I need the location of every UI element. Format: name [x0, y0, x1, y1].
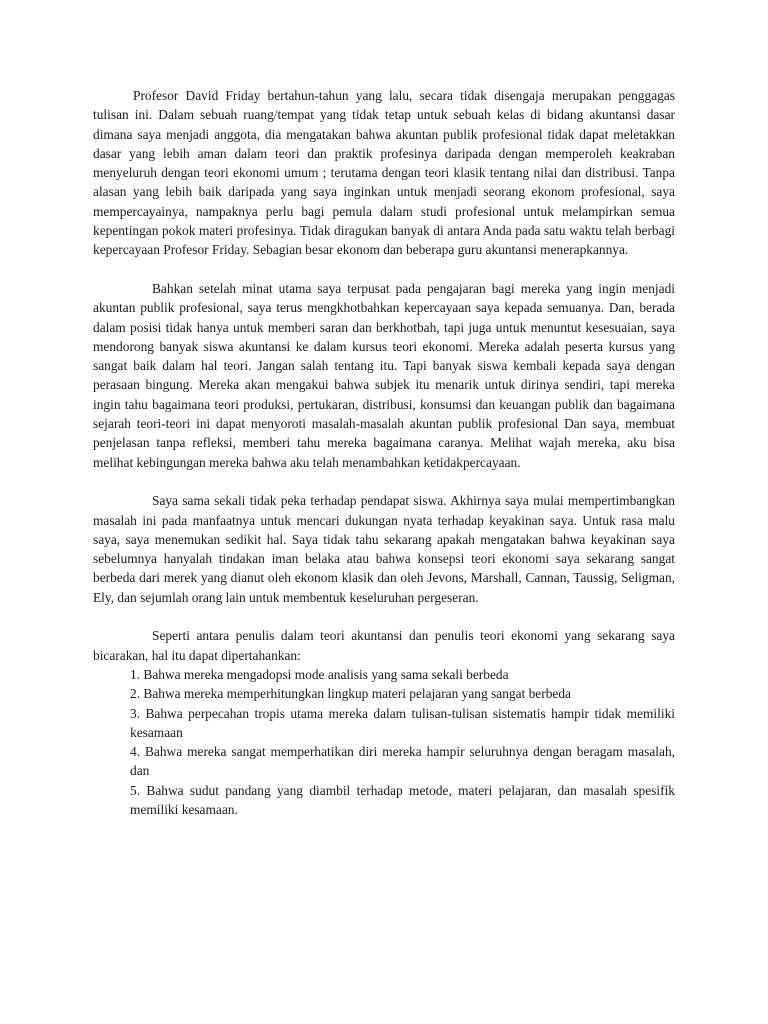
paragraph-spacer: [93, 260, 675, 279]
list-item-4: 4. Bahwa mereka sangat memperhatikan diri mereka hampir seluruhnya dengan beragam masalah, dan: [130, 744, 675, 779]
paragraph-4: Seperti antara penulis dalam teori akuntansi dan penulis teori ekonomi yang sekarang saya bicarakan, hal itu dapat dipertahankan:: [93, 628, 675, 663]
list-item-3: 3. Bahwa perpecahan tropis utama mereka dalam tulisan-tulisan sistematis hampir tidak memiliki kesamaan: [130, 705, 675, 740]
paragraph-spacer: [93, 472, 675, 491]
list-item-1: 1. Bahwa mereka mengadopsi mode analisis yang sama sekali berbeda: [130, 666, 509, 682]
paragraph-2: Bahkan setelah minat utama saya terpusat pada pengajaran bagi mereka yang ingin menjadi akuntan publik profesional, saya terus mengkhotbahkan kepercayaan saya kepada semuanya. Dan, berada dalam posisi tidak hanya untuk memberi saran dan berkhotbah, tapi juga untuk menuntut kesesuaian, saya mendorong banyak siswa akuntansi ke dalam kursus teori ekonomi. Mereka adalah peserta kursus yang sangat baik dalam hal teori. Jangan salah tentang itu. Tapi banyak siswa kembali kepada saya dengan perasaan bingung. Mereka akan mengakui bahwa subjek itu menarik untuk dirinya sendiri, tapi mereka ingin tahu bagaimana teori produksi, pertukaran, distribusi, konsumsi dan keuangan publik dan bagaimana sejarah teori-teori ini dapat menyoroti masalah-masalah akuntan publik profesional Dan saya, membuat penjelasan tanpa refleksi, memberi tahu mereka bagaimana caranya. Melihat wajah mereka, aku bisa melihat kebingungan mereka bahwa aku telah menambahkan ketidakpercayaan.: [93, 280, 675, 470]
list-item-5: 5. Bahwa sudut pandang yang diambil terhadap metode, materi pelajaran, dan masalah spesifik memiliki kesamaan.: [130, 782, 675, 817]
list-item-2: 2. Bahwa mereka memperhitungkan lingkup materi pelajaran yang sangat berbeda: [130, 686, 571, 702]
paragraph-3: Saya sama sekali tidak peka terhadap pendapat siswa. Akhirnya saya mulai mempertimbangkan masalah ini pada manfaatnya untuk mencari dukungan nyata terhadap keyakinan saya. Untuk rasa malu saya, saya menemukan sedikit hal. Saya tidak tahu sekarang apakah mengatakan bahwa keyakinan saya sebelumnya hanyalah tindakan iman belaka atau bahwa konsepsi teori ekonomi saya sekarang sangat berbeda dari merek yang dianut oleh ekonom klasik dan oleh Jevons, Marshall, Cannan, Taussig, Seligman, Ely, dan sejumlah orang lain untuk membentuk keseluruhan pergeseran.: [93, 493, 675, 605]
document-body: [93, 86, 675, 819]
paragraph-1: Profesor David Friday bertahun-tahun yang lalu, secara tidak disengaja merupakan penggagas tulisan ini. Dalam sebuah ruang/tempat yang tidak tetap untuk sebuah kelas di bidang akuntansi dasar dimana saya menjadi anggota, dia mengatakan bahwa akuntan publik profesional tidak dapat meletakkan dasar yang lebih aman dalam teori dan praktik profesinya daripada dengan memperoleh keakraban menyeluruh dengan teori ekonomi umum ; terutama dengan teori klasik tentang nilai dan distribusi. Tanpa alasan yang lebih baik daripada yang saya inginkan untuk menjadi seorang ekonom profesional, saya mempercayainya, nampaknya perlu bagi pemula dalam studi profesional untuk melampirkan semua kepentingan pokok materi profesinya. Tidak diragukan banyak di antara Anda pada satu waktu telah berbagi kepercayaan Profesor Friday. Sebagian besar ekonom dan beberapa guru akuntansi menerapkannya.: [93, 88, 675, 258]
paragraph-spacer: [93, 607, 675, 626]
numbered-list: [93, 665, 675, 819]
